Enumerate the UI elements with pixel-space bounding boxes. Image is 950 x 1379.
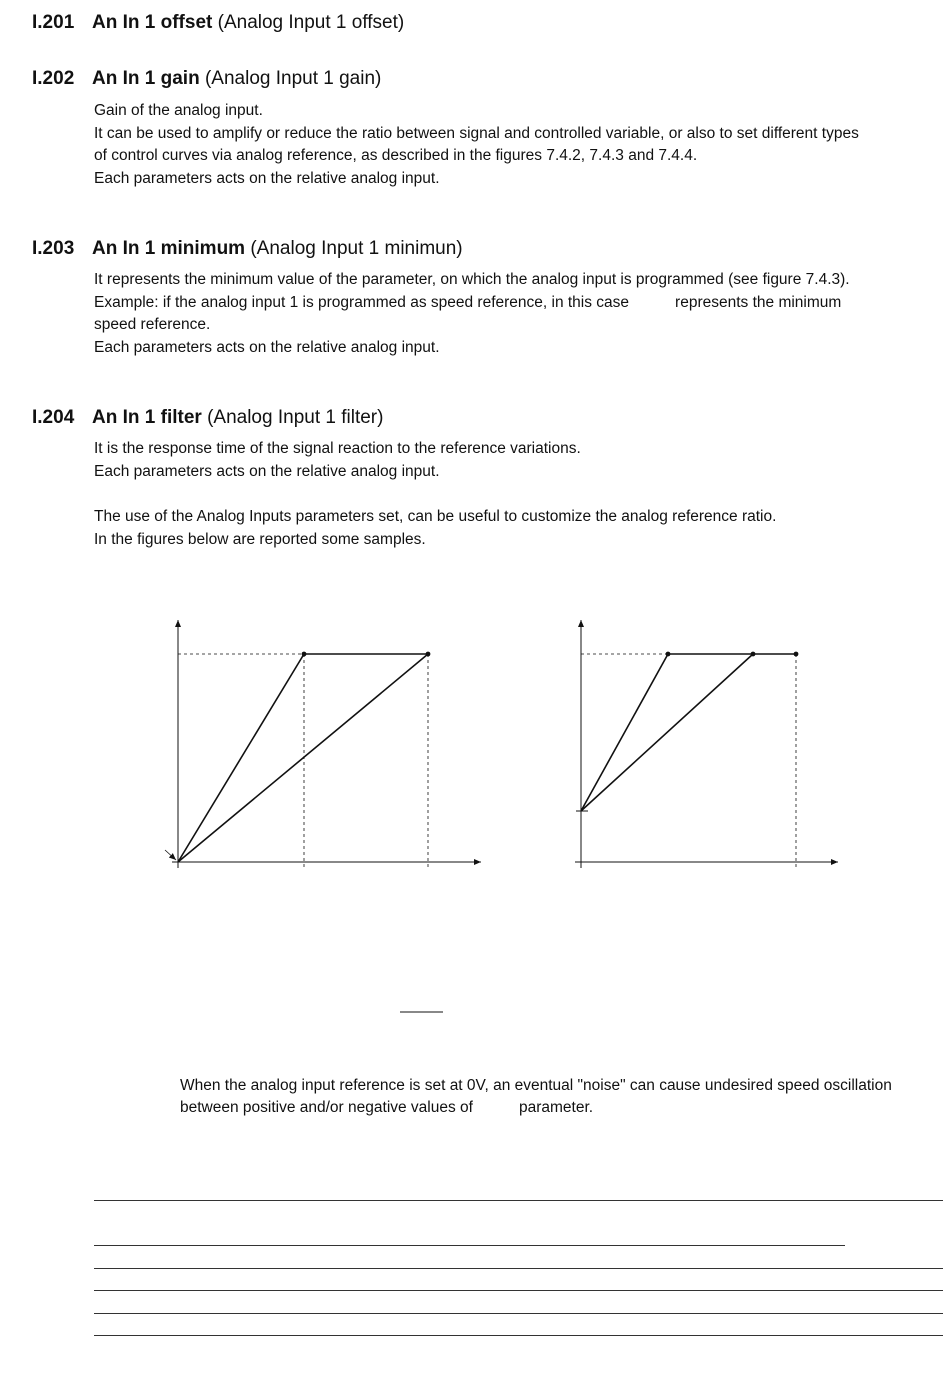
text-line: It represents the minimum value of the parameter, on which the analog input is programmed (see figure 7.4.3). <box>94 271 850 288</box>
note-paragraph <box>180 1075 892 1118</box>
gain-figure-left <box>165 620 481 868</box>
param-description: (Analog Input 1 offset) <box>217 12 405 33</box>
curve-point <box>302 652 307 657</box>
text-line <box>180 1097 892 1119</box>
horizontal-rule <box>94 1268 943 1269</box>
param-code: I.203 <box>32 238 75 259</box>
curve-point <box>666 652 671 657</box>
text-fragment: represents the minimum <box>675 293 842 311</box>
text-line: Each parameters acts on the relative analog input. <box>94 462 440 480</box>
param-name: An In 1 offset <box>92 12 213 33</box>
text-line: The use of the Analog Inputs parameters set, can be useful to customize the analog reference ratio. <box>94 508 777 525</box>
param-name: An In 1 filter <box>92 407 202 428</box>
text-line: In the figures below are reported some samples. <box>94 530 426 548</box>
curve-unity-gain <box>178 654 428 862</box>
text-line: When the analog input reference is set at 0V, an eventual "noise" can cause undesired speed oscillation <box>180 1077 892 1094</box>
horizontal-rule <box>94 1290 943 1291</box>
text-fragment: Example: if the analog input 1 is programmed as speed reference, in this case <box>94 293 630 311</box>
curve-point <box>426 652 431 657</box>
param-code: I.204 <box>32 407 75 428</box>
param-description: (Analog Input 1 minimun) <box>250 238 463 259</box>
param-code: I.201 <box>32 12 75 33</box>
text-line: Each parameters acts on the relative analog input. <box>94 339 440 357</box>
curve-high-gain <box>178 654 304 862</box>
curve-high-gain <box>581 654 668 811</box>
text-line: It can be used to amplify or reduce the ratio between signal and controlled variable, or also to set different types <box>94 124 859 142</box>
horizontal-rule <box>94 1245 845 1246</box>
horizontal-rule <box>94 1313 943 1314</box>
curve-point <box>751 652 756 657</box>
curve-mid-gain <box>581 654 753 811</box>
param-code: I.202 <box>32 68 75 89</box>
text-line: speed reference. <box>94 316 211 334</box>
text-fragment: parameter. <box>518 1098 594 1116</box>
text-line: Each parameters acts on the relative analog input. <box>94 170 440 188</box>
param-name: An In 1 gain <box>92 68 200 89</box>
text-line: of control curves via analog reference, as described in the figures 7.4.2, 7.4.3 and 7.4.4. <box>94 147 698 165</box>
minimum-figure-right <box>575 620 838 868</box>
text-line: Gain of the analog input. <box>94 102 263 119</box>
horizontal-rule <box>94 1200 943 1201</box>
origin-pointer <box>165 850 176 860</box>
curve-point <box>794 652 799 657</box>
horizontal-rule <box>94 1335 943 1336</box>
param-name: An In 1 minimum <box>92 238 246 259</box>
param-description: (Analog Input 1 gain) <box>204 68 382 89</box>
param-description: (Analog Input 1 filter) <box>207 407 384 428</box>
text-fragment: between positive and/or negative values of <box>180 1098 473 1116</box>
text-line: It is the response time of the signal reaction to the reference variations. <box>94 440 581 457</box>
